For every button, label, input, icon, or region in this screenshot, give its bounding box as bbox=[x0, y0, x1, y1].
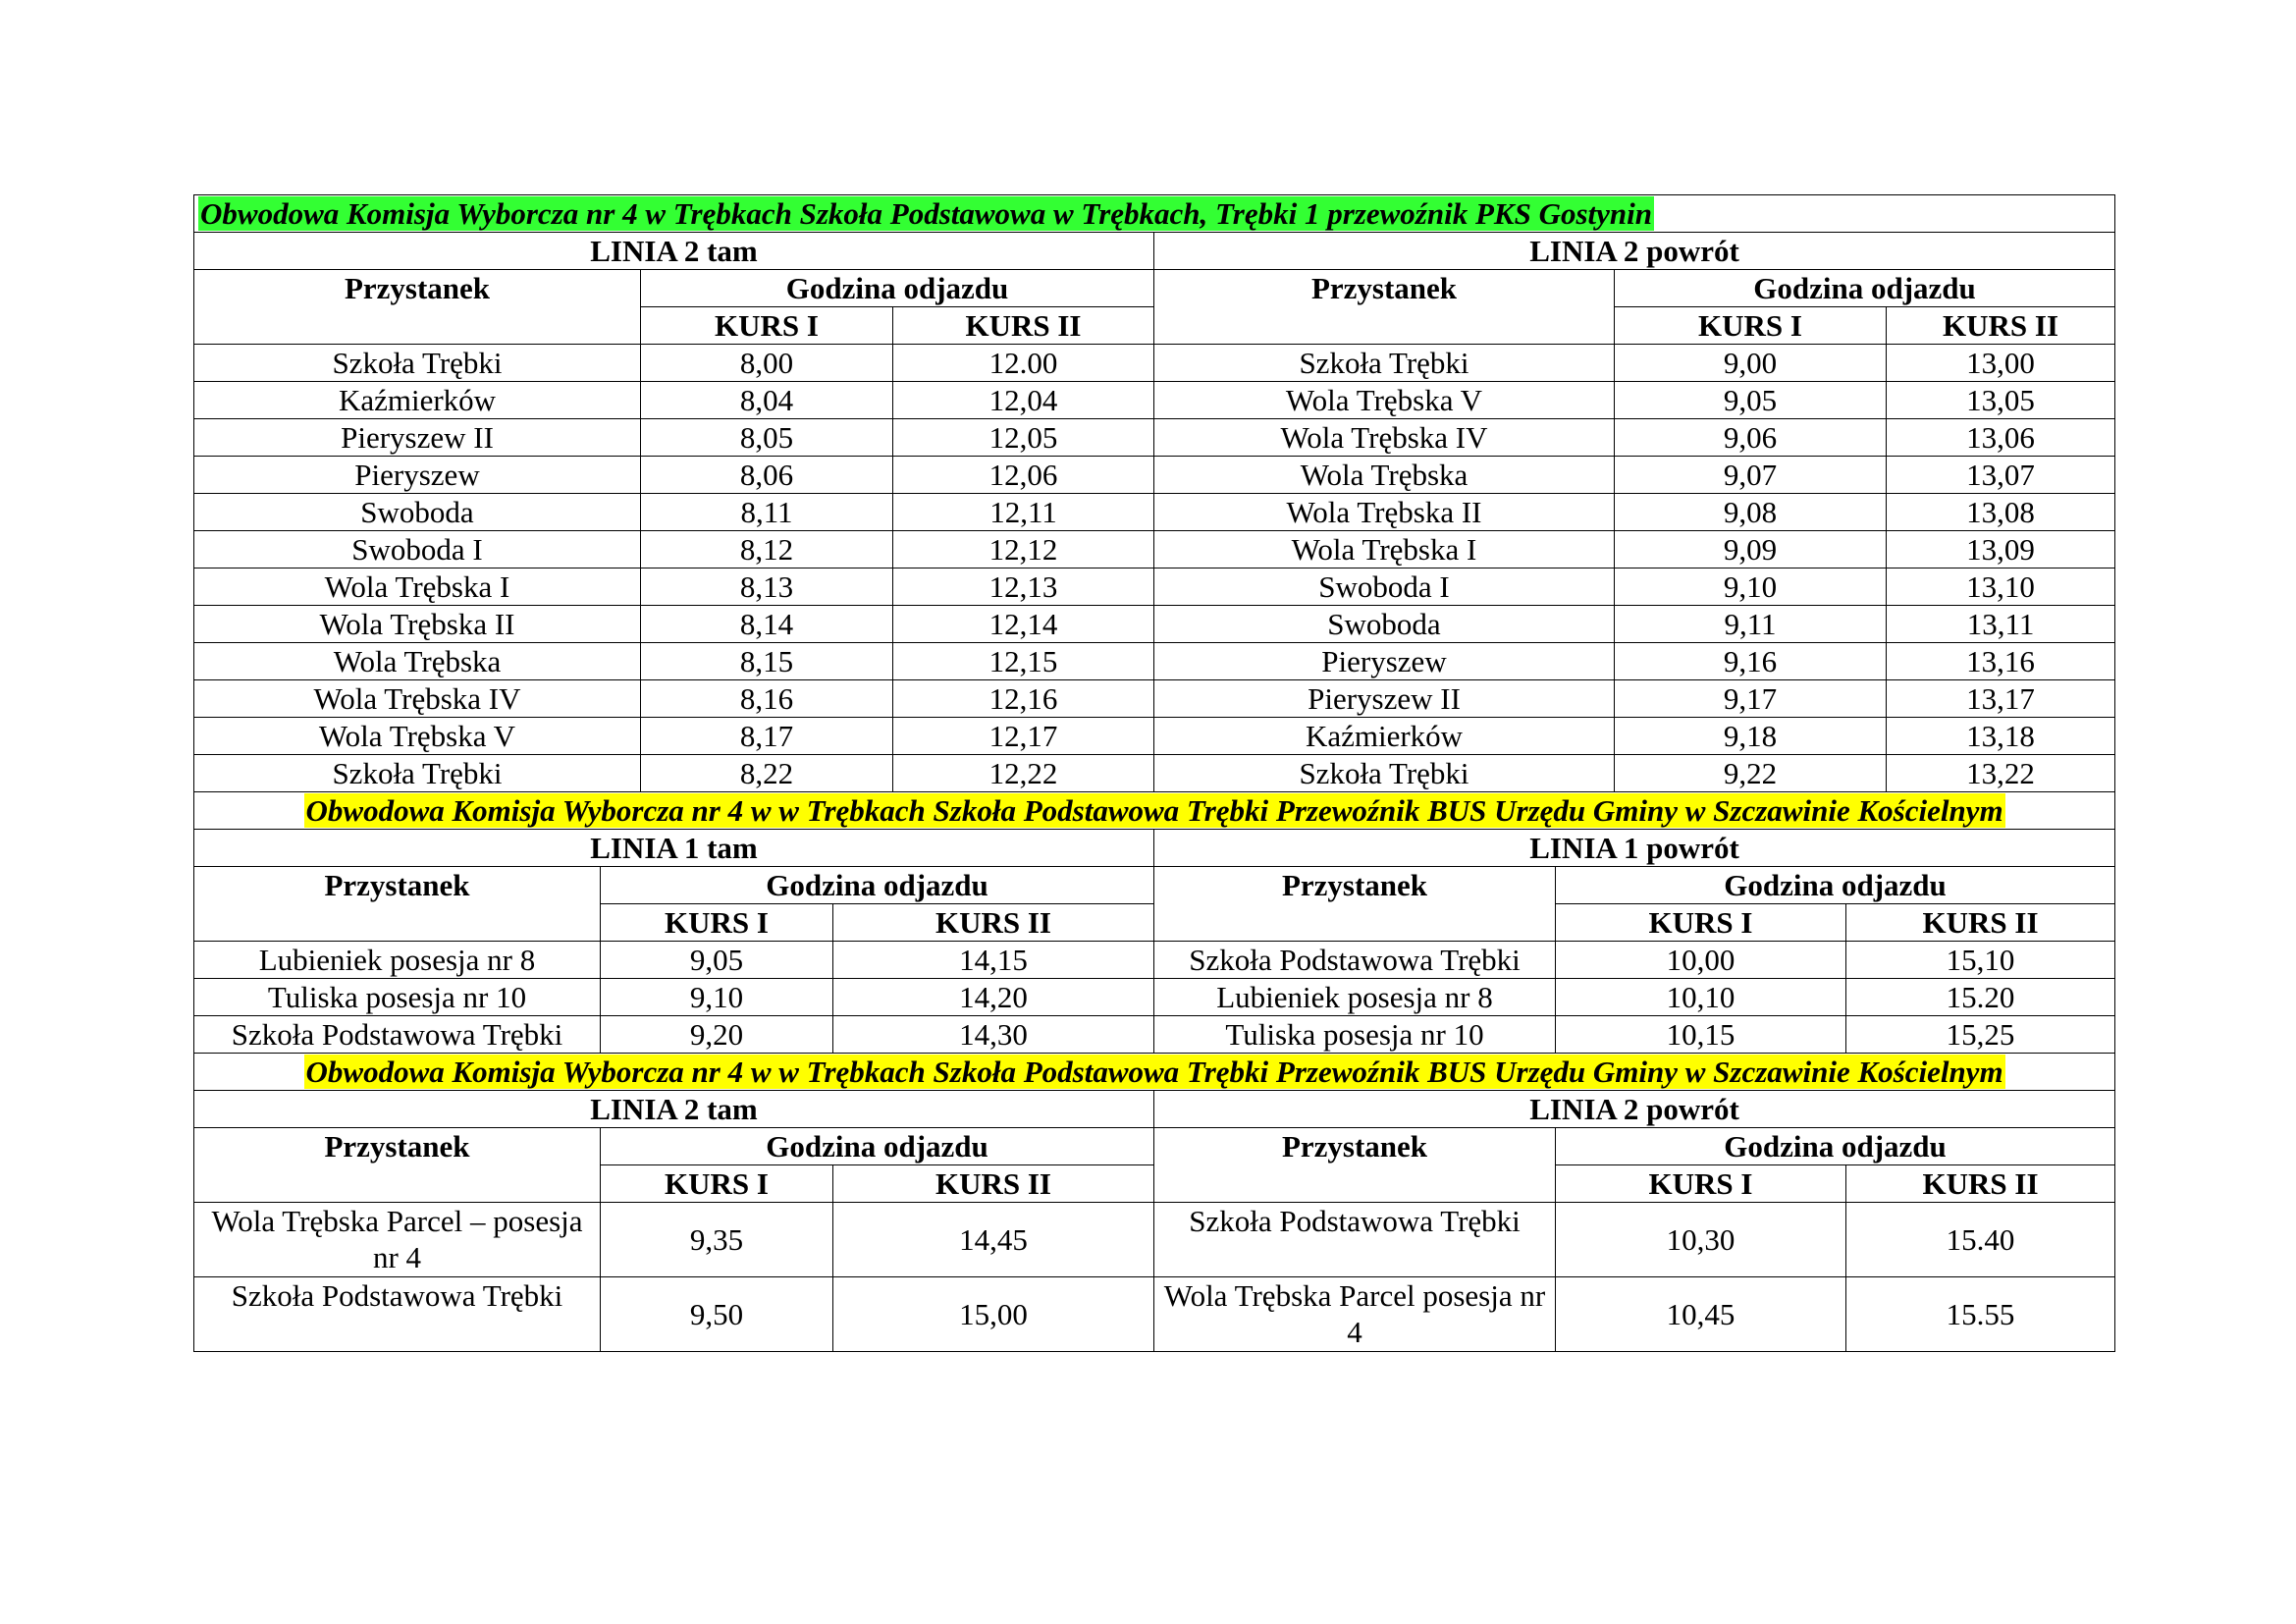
section1-right-kurs1-time: 9,16 bbox=[1615, 643, 1887, 680]
section1-left-stop: Wola Trębska bbox=[194, 643, 641, 680]
section2-left-kurs1-time: 9,10 bbox=[601, 979, 833, 1016]
section3-table bbox=[193, 1054, 2115, 1352]
section1-right-kurs1-time: 9,09 bbox=[1615, 531, 1887, 568]
section1-left-kurs1-time: 8,16 bbox=[641, 680, 893, 718]
section2-right-kurs2-time: 15,10 bbox=[1846, 942, 2115, 979]
section1-right-kurs2-time: 13,22 bbox=[1887, 755, 2115, 792]
section1-left-kurs2-time: 12,13 bbox=[893, 568, 1154, 606]
section1-right-kurs2-time: 13,08 bbox=[1887, 494, 2115, 531]
section2-right-kurs1-time: 10,00 bbox=[1556, 942, 1846, 979]
section1-right-kurs2-time: 13,16 bbox=[1887, 643, 2115, 680]
section2-right-kurs1-time: 10,15 bbox=[1556, 1016, 1846, 1054]
section1-left-kurs2-time: 12,12 bbox=[893, 531, 1154, 568]
section1-right-stop: Pieryszew bbox=[1154, 643, 1615, 680]
section3-left-stop: Wola Trębska Parcel – posesja nr 4 bbox=[194, 1203, 601, 1277]
section2-left-kurs1-time: 9,05 bbox=[601, 942, 833, 979]
section2-right-kurs1: KURS I bbox=[1556, 904, 1846, 942]
section1-left-stop: Kaźmierków bbox=[194, 382, 641, 419]
table-row bbox=[194, 680, 2115, 718]
section1-right-kurs1: KURS I bbox=[1615, 307, 1887, 345]
section2-right-stop: Szkoła Podstawowa Trębki bbox=[1154, 942, 1556, 979]
section1-title-text: Obwodowa Komisja Wyborcza nr 4 w Trębkach Szkoła Podstawowa w Trębkach, Trębki 1 przewoźnik PKS Gostynin bbox=[200, 196, 1652, 231]
section1-right-kurs1-time: 9,11 bbox=[1615, 606, 1887, 643]
section1-right-stop: Wola Trębska V bbox=[1154, 382, 1615, 419]
section2-left-kurs2-time: 14,15 bbox=[833, 942, 1154, 979]
section1-left-line: LINIA 2 tam bbox=[194, 233, 1154, 270]
timetable-document bbox=[193, 194, 2114, 1352]
section1-left-stop: Wola Trębska II bbox=[194, 606, 641, 643]
section1-left-kurs2-time: 12,17 bbox=[893, 718, 1154, 755]
section1-left-kurs2-time: 12,11 bbox=[893, 494, 1154, 531]
section2-left-time-header: Godzina odjazdu bbox=[601, 867, 1154, 904]
section3-left-stop-header: Przystanek bbox=[194, 1128, 601, 1203]
table-row bbox=[194, 718, 2115, 755]
table-row bbox=[194, 568, 2115, 606]
section2-left-kurs2-time: 14,20 bbox=[833, 979, 1154, 1016]
section2-left-line: LINIA 1 tam bbox=[194, 830, 1154, 867]
section1-left-stop: Wola Trębska V bbox=[194, 718, 641, 755]
table-row bbox=[194, 1016, 2115, 1054]
section1-right-kurs1-time: 9,05 bbox=[1615, 382, 1887, 419]
section1-right-kurs2-time: 13,18 bbox=[1887, 718, 2115, 755]
section3-left-kurs1-time: 9,50 bbox=[601, 1277, 833, 1352]
section1-left-kurs1-time: 8,17 bbox=[641, 718, 893, 755]
section3-right-line: LINIA 2 powrót bbox=[1154, 1091, 2115, 1128]
section1-right-line: LINIA 2 powrót bbox=[1154, 233, 2115, 270]
section3-right-kurs1-time: 10,30 bbox=[1556, 1203, 1846, 1277]
section2-left-stop: Tuliska posesja nr 10 bbox=[194, 979, 601, 1016]
section1-left-kurs1-time: 8,12 bbox=[641, 531, 893, 568]
section3-right-stop: Wola Trębska Parcel posesja nr 4 bbox=[1154, 1277, 1556, 1352]
table-row bbox=[194, 382, 2115, 419]
table-row bbox=[194, 1277, 2115, 1352]
section1-right-stop: Szkoła Trębki bbox=[1154, 345, 1615, 382]
section2-left-stop: Lubieniek posesja nr 8 bbox=[194, 942, 601, 979]
section2-left-stop: Szkoła Podstawowa Trębki bbox=[194, 1016, 601, 1054]
section1-right-kurs2-time: 13,06 bbox=[1887, 419, 2115, 457]
section2-title-text: Obwodowa Komisja Wyborcza nr 4 w w Trębkach Szkoła Podstawowa Trębki Przewoźnik BUS Urzędu Gminy w Szczawinie Kościelnym bbox=[305, 793, 2003, 828]
section2-right-stop: Tuliska posesja nr 10 bbox=[1154, 1016, 1556, 1054]
section2-title bbox=[194, 792, 2115, 830]
section3-left-kurs2-time: 14,45 bbox=[833, 1203, 1154, 1277]
table-row bbox=[194, 531, 2115, 568]
section1-left-kurs1-time: 8,06 bbox=[641, 457, 893, 494]
table-row bbox=[194, 979, 2115, 1016]
section1-right-stop: Swoboda I bbox=[1154, 568, 1615, 606]
section1-right-stop: Szkoła Trębki bbox=[1154, 755, 1615, 792]
section1-left-kurs1: KURS I bbox=[641, 307, 893, 345]
section1-right-stop-header: Przystanek bbox=[1154, 270, 1615, 345]
section1-left-kurs1-time: 8,04 bbox=[641, 382, 893, 419]
section1-right-kurs2-time: 13,05 bbox=[1887, 382, 2115, 419]
table-row bbox=[194, 643, 2115, 680]
section3-right-kurs2-time: 15.40 bbox=[1846, 1203, 2115, 1277]
section2-left-kurs1-time: 9,20 bbox=[601, 1016, 833, 1054]
section1-left-kurs2: KURS II bbox=[893, 307, 1154, 345]
section1-right-stop: Wola Trębska IV bbox=[1154, 419, 1615, 457]
section3-left-kurs1-time: 9,35 bbox=[601, 1203, 833, 1277]
section1-right-stop: Wola Trębska bbox=[1154, 457, 1615, 494]
section1-left-kurs2-time: 12,05 bbox=[893, 419, 1154, 457]
section3-left-kurs1: KURS I bbox=[601, 1165, 833, 1203]
section1-table bbox=[193, 194, 2115, 792]
section1-right-kurs1-time: 9,10 bbox=[1615, 568, 1887, 606]
section2-left-kurs2: KURS II bbox=[833, 904, 1154, 942]
section1-left-kurs2-time: 12,14 bbox=[893, 606, 1154, 643]
section1-right-kurs1-time: 9,18 bbox=[1615, 718, 1887, 755]
section3-right-kurs1-time: 10,45 bbox=[1556, 1277, 1846, 1352]
table-row bbox=[194, 606, 2115, 643]
section1-left-stop-header: Przystanek bbox=[194, 270, 641, 345]
section2-left-stop-header: Przystanek bbox=[194, 867, 601, 942]
section1-right-kurs1-time: 9,08 bbox=[1615, 494, 1887, 531]
section1-right-stop: Wola Trębska I bbox=[1154, 531, 1615, 568]
section1-left-stop: Szkoła Trębki bbox=[194, 345, 641, 382]
section1-left-kurs1-time: 8,15 bbox=[641, 643, 893, 680]
section3-right-time-header: Godzina odjazdu bbox=[1556, 1128, 2115, 1165]
section1-left-kurs2-time: 12.00 bbox=[893, 345, 1154, 382]
section2-right-kurs2-time: 15.20 bbox=[1846, 979, 2115, 1016]
section1-title bbox=[194, 195, 2115, 233]
section3-title bbox=[194, 1054, 2115, 1091]
section2-right-line: LINIA 1 powrót bbox=[1154, 830, 2115, 867]
section1-left-stop: Swoboda I bbox=[194, 531, 641, 568]
section1-left-stop: Wola Trębska IV bbox=[194, 680, 641, 718]
section1-left-kurs1-time: 8,22 bbox=[641, 755, 893, 792]
section1-left-stop: Szkoła Trębki bbox=[194, 755, 641, 792]
section2-right-kurs2: KURS II bbox=[1846, 904, 2115, 942]
section1-left-kurs1-time: 8,11 bbox=[641, 494, 893, 531]
section3-right-stop-header: Przystanek bbox=[1154, 1128, 1556, 1203]
table-row bbox=[194, 755, 2115, 792]
section1-left-stop: Pieryszew II bbox=[194, 419, 641, 457]
section2-left-kurs1: KURS I bbox=[601, 904, 833, 942]
section2-table bbox=[193, 792, 2115, 1054]
section3-left-stop: Szkoła Podstawowa Trębki bbox=[194, 1277, 601, 1352]
table-row bbox=[194, 942, 2115, 979]
section1-right-kurs1-time: 9,17 bbox=[1615, 680, 1887, 718]
table-row bbox=[194, 1203, 2115, 1277]
section1-left-kurs2-time: 12,04 bbox=[893, 382, 1154, 419]
section1-right-kurs2-time: 13,17 bbox=[1887, 680, 2115, 718]
table-row bbox=[194, 457, 2115, 494]
section2-right-stop-header: Przystanek bbox=[1154, 867, 1556, 942]
table-row bbox=[194, 345, 2115, 382]
section1-right-kurs2-time: 13,07 bbox=[1887, 457, 2115, 494]
section1-right-stop: Swoboda bbox=[1154, 606, 1615, 643]
section3-right-stop: Szkoła Podstawowa Trębki bbox=[1154, 1203, 1556, 1277]
section3-left-kurs2-time: 15,00 bbox=[833, 1277, 1154, 1352]
section1-left-kurs2-time: 12,16 bbox=[893, 680, 1154, 718]
section1-left-kurs1-time: 8,14 bbox=[641, 606, 893, 643]
section2-right-kurs1-time: 10,10 bbox=[1556, 979, 1846, 1016]
section3-left-kurs2: KURS II bbox=[833, 1165, 1154, 1203]
section2-left-kurs2-time: 14,30 bbox=[833, 1016, 1154, 1054]
section1-left-time-header: Godzina odjazdu bbox=[641, 270, 1154, 307]
section1-right-stop: Pieryszew II bbox=[1154, 680, 1615, 718]
section1-left-kurs1-time: 8,00 bbox=[641, 345, 893, 382]
section1-right-kurs1-time: 9,22 bbox=[1615, 755, 1887, 792]
section1-right-kurs2-time: 13,09 bbox=[1887, 531, 2115, 568]
table-row bbox=[194, 494, 2115, 531]
table-row bbox=[194, 419, 2115, 457]
section3-title-text: Obwodowa Komisja Wyborcza nr 4 w w Trębkach Szkoła Podstawowa Trębki Przewoźnik BUS Urzędu Gminy w Szczawinie Kościelnym bbox=[305, 1055, 2003, 1089]
section3-right-kurs2-time: 15.55 bbox=[1846, 1277, 2115, 1352]
section3-right-kurs2: KURS II bbox=[1846, 1165, 2115, 1203]
section3-left-time-header: Godzina odjazdu bbox=[601, 1128, 1154, 1165]
section2-right-stop: Lubieniek posesja nr 8 bbox=[1154, 979, 1556, 1016]
section1-left-kurs2-time: 12,15 bbox=[893, 643, 1154, 680]
section1-left-kurs1-time: 8,13 bbox=[641, 568, 893, 606]
section1-right-kurs1-time: 9,06 bbox=[1615, 419, 1887, 457]
section1-left-kurs2-time: 12,06 bbox=[893, 457, 1154, 494]
section1-left-kurs2-time: 12,22 bbox=[893, 755, 1154, 792]
section1-left-stop: Swoboda bbox=[194, 494, 641, 531]
section1-left-kurs1-time: 8,05 bbox=[641, 419, 893, 457]
section1-right-kurs1-time: 9,00 bbox=[1615, 345, 1887, 382]
section1-left-stop: Pieryszew bbox=[194, 457, 641, 494]
section3-left-line: LINIA 2 tam bbox=[194, 1091, 1154, 1128]
section1-right-time-header: Godzina odjazdu bbox=[1615, 270, 2115, 307]
section2-right-time-header: Godzina odjazdu bbox=[1556, 867, 2115, 904]
section1-right-kurs2-time: 13,10 bbox=[1887, 568, 2115, 606]
section1-right-kurs2: KURS II bbox=[1887, 307, 2115, 345]
section1-left-stop: Wola Trębska I bbox=[194, 568, 641, 606]
section1-right-kurs2-time: 13,00 bbox=[1887, 345, 2115, 382]
section2-right-kurs2-time: 15,25 bbox=[1846, 1016, 2115, 1054]
section1-right-stop: Kaźmierków bbox=[1154, 718, 1615, 755]
section1-right-stop: Wola Trębska II bbox=[1154, 494, 1615, 531]
section3-right-kurs1: KURS I bbox=[1556, 1165, 1846, 1203]
section1-right-kurs2-time: 13,11 bbox=[1887, 606, 2115, 643]
section1-right-kurs1-time: 9,07 bbox=[1615, 457, 1887, 494]
